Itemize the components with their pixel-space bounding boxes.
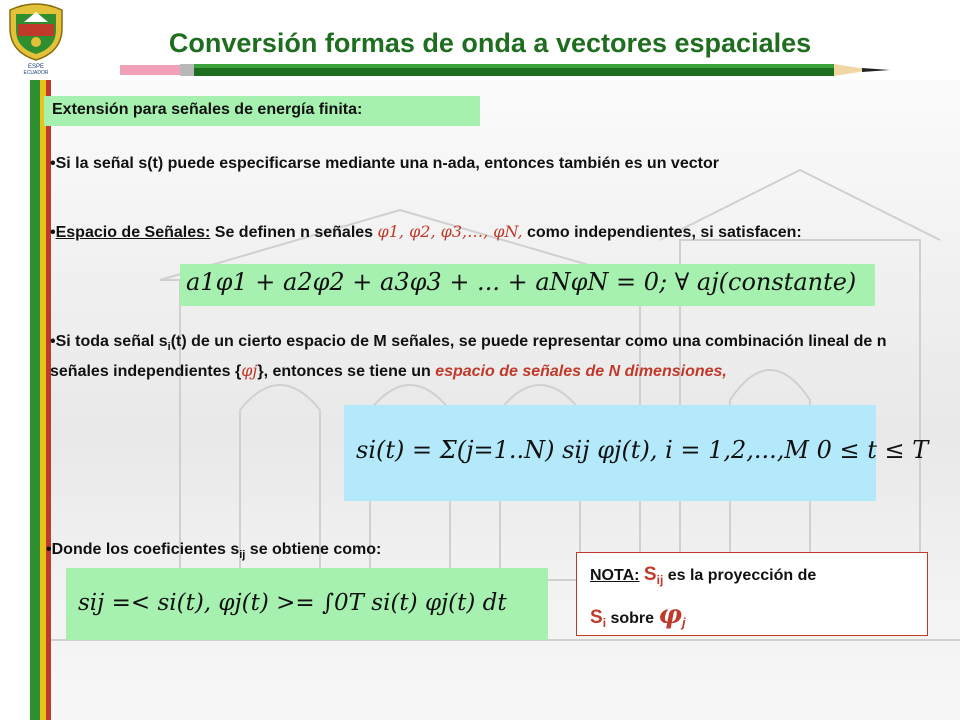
equation-independence: a1φ1 + a2φ2 + a3φ3 + ... + aNφN = 0; ∀ aj(constante) bbox=[186, 268, 857, 296]
signal-space-label: Espacio de Señales: bbox=[55, 224, 211, 241]
bullet3-text-a: Si toda señal s bbox=[55, 333, 168, 350]
bullet3-text-c: }, entonces se tiene un bbox=[257, 363, 436, 381]
equation-coefficients: sij =< si(t), φj(t) >= ∫0T si(t) φj(t) dt bbox=[78, 590, 507, 616]
bullet2-text-b: como independientes, si satisfacen: bbox=[522, 224, 802, 241]
university-crest-logo bbox=[4, 2, 68, 74]
bullet-coefficients: •Donde los coeficientes $s_{ij}$ se obtiene como: bbox=[46, 541, 382, 562]
bullet-vector-definition: •Si la señal s(t) puede especificarse mediante una n-ada, entonces también es un vector bbox=[50, 155, 719, 172]
note-s-ij-sub: ij bbox=[656, 573, 664, 588]
bullet3-sub-i: i bbox=[167, 341, 171, 354]
note-text-a: es la proyección de bbox=[663, 567, 817, 584]
bullet4-text-b: se obtiene como: bbox=[245, 541, 382, 558]
pencil-underline-graphic bbox=[120, 62, 890, 78]
left-bar-red bbox=[46, 80, 51, 720]
note-text-b: sobre bbox=[606, 610, 659, 627]
svg-text:ECUADOR: ECUADOR bbox=[23, 70, 49, 74]
bullet1-text: Si la señal s(t) puede especificarse mediante una n-ada, entonces también es un vector bbox=[55, 155, 719, 172]
equation-signal-expansion: si(t) = Σ(j=1..N) sij φj(t), i = 1,2,...,M 0 ≤ t ≤ T bbox=[356, 436, 929, 464]
note-label: NOTA: bbox=[590, 567, 640, 584]
note-phi-j-sub: j bbox=[682, 615, 686, 631]
bullet3-text-b: (t) de un cierto espacio de M señales, se puede representar como una combinación lineal de n señales independientes { bbox=[50, 333, 887, 381]
section-subtitle: Extensión para señales de energía finita: bbox=[52, 101, 363, 118]
n-dimensional-space-highlight: espacio de señales de N dimensiones, bbox=[435, 363, 727, 381]
note-s-ij: S bbox=[643, 564, 657, 585]
bullet4-text-a: Donde los coeficientes s bbox=[51, 541, 240, 558]
note-s-i-sub: i bbox=[602, 616, 607, 631]
bullet4-sub: ij bbox=[239, 549, 246, 562]
left-bar-green bbox=[30, 80, 40, 720]
page-title: Conversión formas de onda a vectores espaciales bbox=[168, 28, 812, 58]
bullet2-text-a: Se definen n señales bbox=[210, 224, 378, 241]
note-phi-j: φ bbox=[658, 600, 683, 630]
note-line-1 bbox=[590, 564, 816, 587]
note-s-i: S bbox=[590, 607, 603, 628]
bullet-linear-combination: •Si toda señal $s_i(t)$ de un cierto espacio de M señales, se puede representar como una combinación lineal de n señales independientes {φj}, entonces se tiene un espacio de señales de N dimensiones, bbox=[50, 333, 887, 381]
svg-text:ESPE: ESPE bbox=[27, 64, 45, 70]
phi-list: φ1, φ2, φ3,…, φN, bbox=[377, 222, 523, 241]
note-line-2 bbox=[590, 600, 686, 630]
bullet-signal-space: •Espacio de Señales: Se definen n señales φ1, φ2, φ3,…, φN, como independientes, si satisfacen: bbox=[50, 222, 802, 241]
phi-j: φj bbox=[241, 361, 258, 381]
